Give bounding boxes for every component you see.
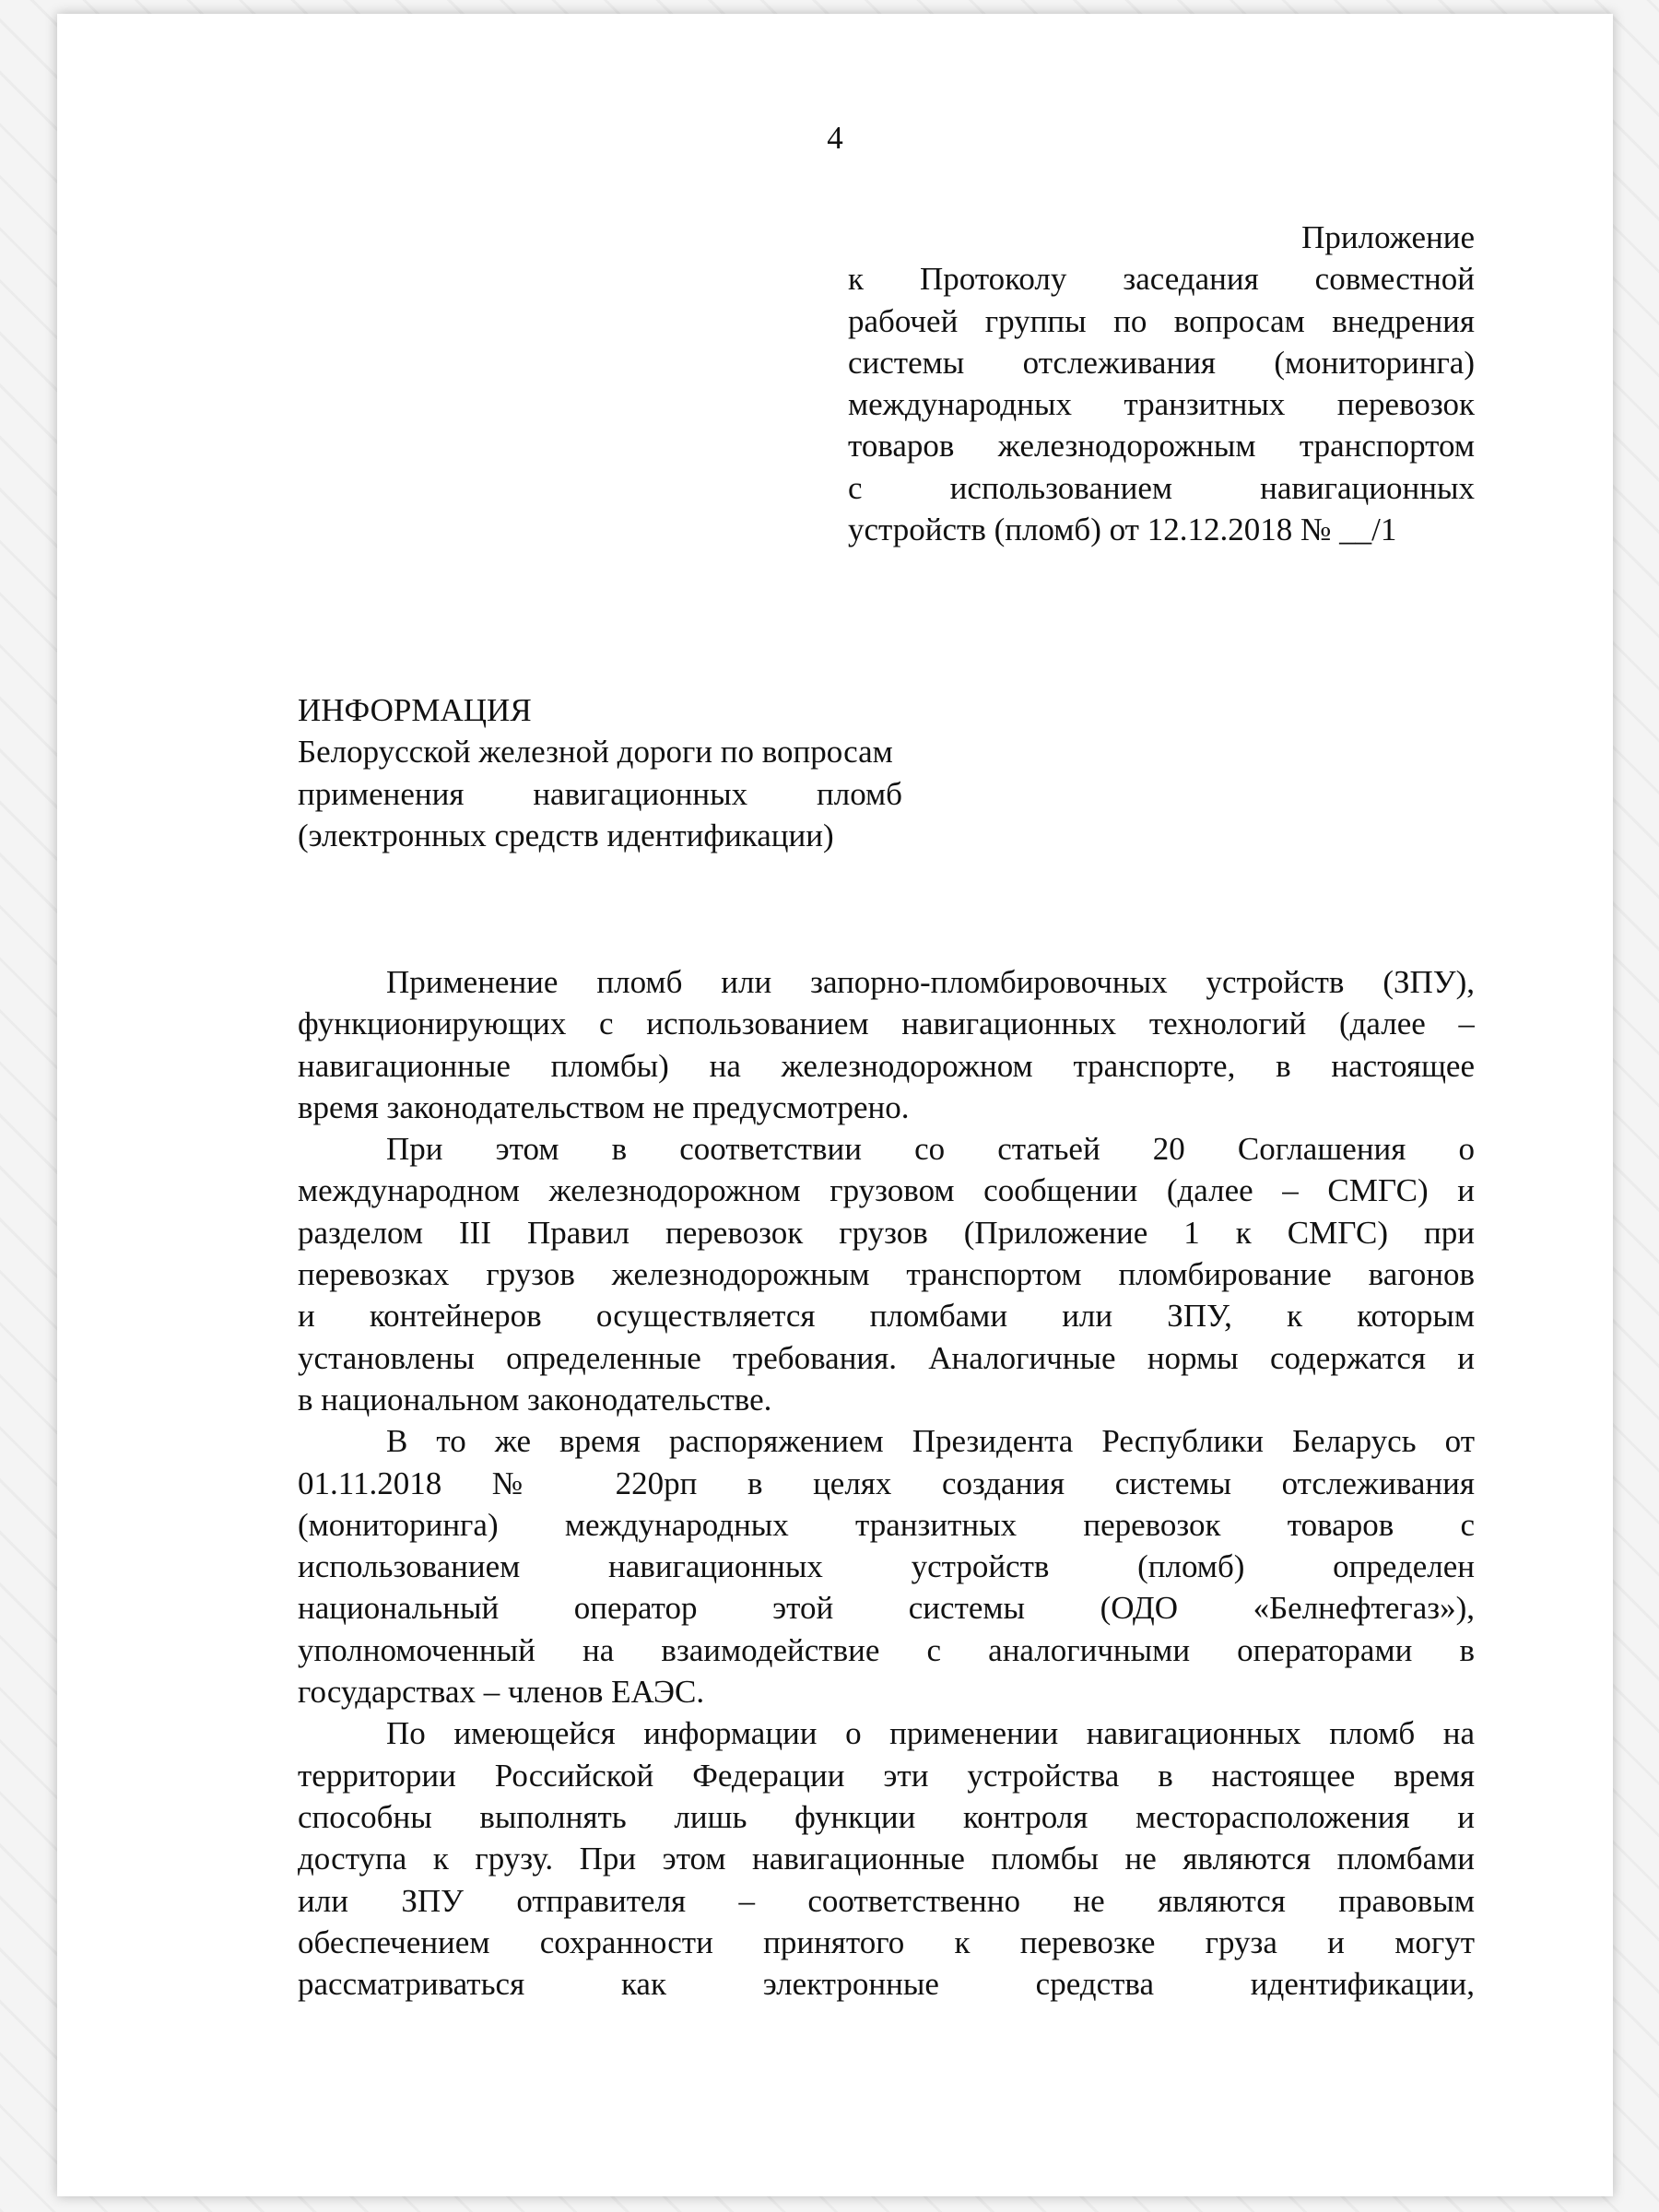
paragraph-line: национальный оператор этой системы (ОДО «Белнефтегаз»),: [298, 1590, 1475, 1627]
paragraph-line: государствах – членов ЕАЭС.: [298, 1674, 705, 1711]
page-number: 4: [827, 120, 843, 156]
appendix-line: международных транзитных перевозок: [848, 386, 1475, 423]
info-block: [298, 689, 1053, 856]
paragraph-line: (мониторинга) международных транзитных перевозок товаров с: [298, 1506, 1475, 1543]
paragraph-line: способны выполнять лишь функции контроля месторасположения и: [298, 1798, 1475, 1835]
appendix-line: устройств (пломб) от 12.12.2018 № __/1: [848, 512, 1397, 548]
appendix-line: к Протоколу заседания совместной: [848, 261, 1475, 298]
paragraph-line: время законодательством не предусмотрено.: [298, 1088, 910, 1125]
paragraph-line: или ЗПУ отправителя – соответственно не являются правовым: [298, 1882, 1475, 1919]
info-line: Белорусской железной дороги по вопросам: [298, 734, 893, 771]
paragraph-line: Применение пломб или запорно-пломбировочных устройств (ЗПУ),: [386, 964, 1475, 1000]
paragraph-line: По имеющейся информации о применении навигационных пломб на: [386, 1715, 1475, 1752]
paragraph-line: международном железнодорожном грузовом сообщении (далее – СМГС) и: [298, 1172, 1475, 1209]
paragraph-line: и контейнеров осуществляется пломбами или ЗПУ, к которым: [298, 1298, 1475, 1335]
paragraph-line: использованием навигационных устройств (пломб) определен: [298, 1548, 1475, 1585]
info-line: применения навигационных пломб: [298, 775, 902, 812]
paragraph-line: рассматриваться как электронные средства идентификации,: [298, 1966, 1475, 2003]
document-body: [298, 961, 1475, 2005]
appendix-line: с использованием навигационных: [848, 469, 1475, 506]
paragraph-line: в национальном законодательстве.: [298, 1381, 772, 1418]
paragraph-line: уполномоченный на взаимодействие с аналогичными операторами в: [298, 1631, 1475, 1668]
paragraph-line: При этом в соответствии со статьей 20 Соглашения о: [386, 1131, 1475, 1168]
paragraph-line: В то же время распоряжением Президента Республики Беларусь от: [386, 1423, 1475, 1460]
paragraph-line: обеспечением сохранности принятого к перевозке груза и могут: [298, 1924, 1475, 1960]
paragraph-line: установлены определенные требования. Аналогичные нормы содержатся и: [298, 1339, 1475, 1376]
appendix-line: рабочей группы по вопросам внедрения: [848, 302, 1475, 339]
document-page: [57, 14, 1613, 2196]
appendix-block: [848, 217, 1475, 550]
info-heading: ИНФОРМАЦИЯ: [298, 692, 532, 728]
appendix-line: системы отслеживания (мониторинга): [848, 344, 1475, 381]
paragraph-line: доступа к грузу. При этом навигационные пломбы не являются пломбами: [298, 1841, 1475, 1877]
info-line: (электронных средств идентификации): [298, 817, 834, 853]
appendix-title: Приложение: [1301, 219, 1475, 255]
paragraph-line: разделом III Правил перевозок грузов (Приложение 1 к СМГС) при: [298, 1214, 1475, 1251]
paragraph-line: территории Российской Федерации эти устройства в настоящее время: [298, 1757, 1475, 1794]
paragraph-line: перевозках грузов железнодорожным транспортом пломбирование вагонов: [298, 1256, 1475, 1293]
paragraph-line: 01.11.2018 № 220рп в целях создания системы отслеживания: [298, 1465, 1475, 1501]
paragraph-line: функционирующих с использованием навигационных технологий (далее –: [298, 1006, 1475, 1042]
paragraph-line: навигационные пломбы) на железнодорожном транспорте, в настоящее: [298, 1047, 1475, 1084]
appendix-line: товаров железнодорожным транспортом: [848, 428, 1475, 465]
